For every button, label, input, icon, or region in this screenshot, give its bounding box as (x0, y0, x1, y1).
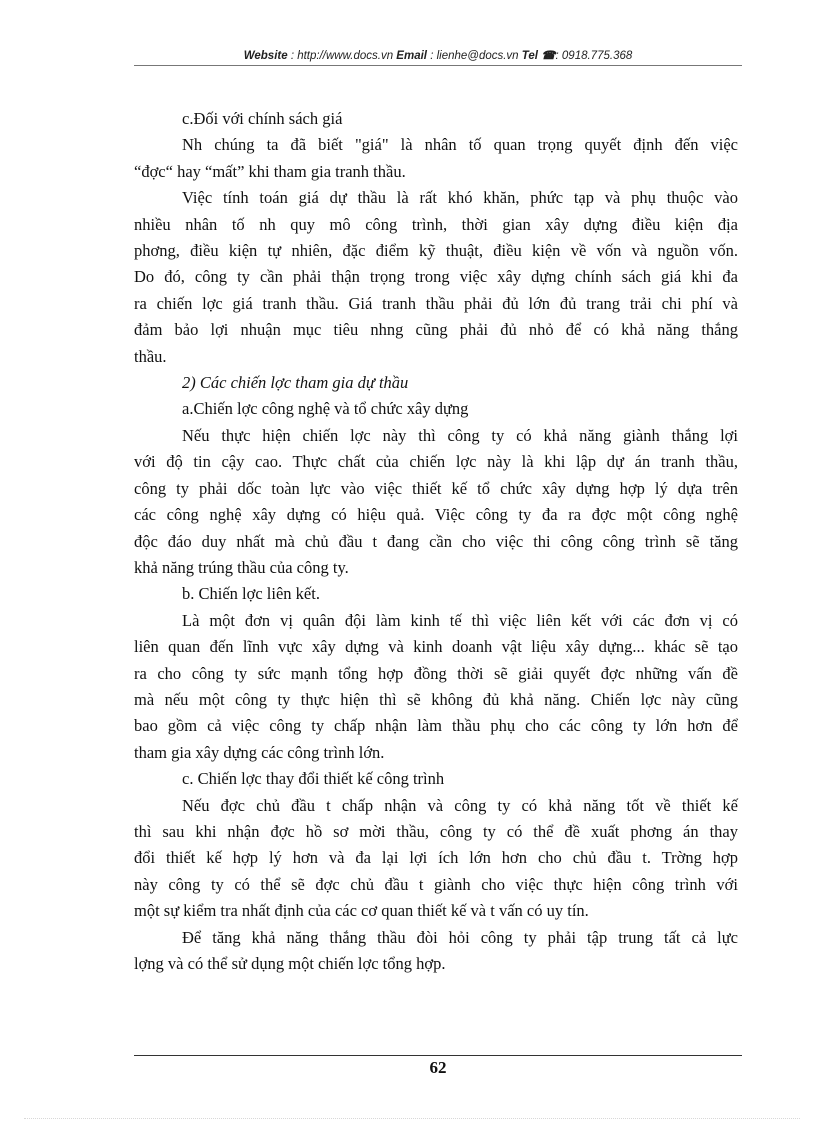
page-number: 62 (429, 1058, 447, 1077)
subheading-technology-strategy: a.Chiến lợc công nghệ và tổ chức xây dựng (182, 399, 469, 419)
paragraph-line: đổi thiết kế hợp lý hơn và đa lại lợi ích lớn hơn cho chủ đầu t. Trờng hợp (134, 848, 738, 868)
tel-label: Tel (521, 50, 538, 62)
document-body (134, 106, 738, 977)
paragraph-line: một sự kiểm tra nhất định của các cơ quan thiết kế và t vấn có uy tín. (134, 901, 589, 921)
paragraph-line: Do đó, công ty cần phải thận trọng trong việc xây dựng chính sách giá khi đa (134, 267, 738, 287)
paragraph-line: phơng, điều kiện tự nhiên, đặc điểm kỹ thuật, điều kiện về vốn và nguồn vốn. (134, 241, 738, 261)
paragraph-line: Để tăng khả năng thắng thầu đòi hỏi công ty phải tập trung tất cả lực (182, 927, 738, 947)
paragraph-line: Việc tính toán giá dự thầu là rất khó khăn, phức tạp và phụ thuộc vào (182, 188, 738, 208)
section-heading-strategies: 2) Các chiến lợc tham gia dự thầu (182, 373, 409, 393)
subheading-alliance-strategy: b. Chiến lợc liên kết. (182, 584, 320, 604)
paragraph-line: Nh chúng ta đã biết "giá" là nhân tố quan trọng quyết định đến việc (182, 135, 738, 155)
paragraph-line: ra chiến lợc giá tranh thầu. Giá tranh thầu phải đủ lớn đủ trang trải chi phí và (134, 293, 738, 313)
paragraph-line: đảm bảo lợi nhuận mục tiêu nhng cũng phải đủ nhỏ để có khả năng thắng (134, 320, 738, 340)
header-divider (134, 65, 742, 66)
paragraph-line: lợng và có thể sử dụng một chiến lợc tổng hợp. (134, 954, 446, 973)
paragraph-line: này công ty có thể sẽ đợc chủ đầu t giành cho việc thực hiện công trình với (134, 874, 738, 894)
paragraph-line: các công nghệ xây dựng có hiệu quả. Việc công ty đa ra đợc một công nghệ (134, 505, 738, 525)
paragraph-line: liên quan đến lĩnh vực xây dựng và kinh doanh vật liệu xây dựng... khác sẽ tạo (134, 637, 738, 657)
tel-value: : 0918.775.368 (555, 50, 633, 62)
paragraph-line: tham gia xây dựng các công trình lớn. (134, 742, 385, 762)
paragraph-line: Nếu thực hiện chiến lợc này thì công ty có khả năng giành thắng lợi (182, 425, 738, 445)
website-label: Website (243, 50, 288, 62)
paragraph-line: “đợc“ hay “mất” khi tham gia tranh thầu. (134, 161, 406, 181)
paragraph-line: mà nếu một công ty thực hiện thì sẽ không đủ khả năng. Chiến lợc này cũng (134, 689, 738, 709)
paragraph-line: bao gồm cả việc công ty chấp nhận làm thầu phụ cho các công ty lớn hơn để (134, 716, 738, 736)
paragraph-line: độc đáo duy nhất mà chủ đầu t đang cần cho việc thi công công trình sẽ tăng (134, 531, 738, 551)
paragraph-line: thì sau khi nhận đợc hồ sơ mời thầu, công ty có thể đề xuất phơng án thay (134, 821, 738, 841)
email-value: : lienhe@docs.vn (430, 50, 519, 62)
paragraph-line: thầu. (134, 346, 167, 366)
paragraph-line: Nếu đợc chủ đầu t chấp nhận và công ty có khả năng tốt về thiết kế (182, 795, 738, 815)
paragraph-line: nhiều nhân tố nh quy mô công trình, thời gian xây dựng điều kiện địa (134, 214, 738, 234)
subheading-design-change-strategy: c. Chiến lợc thay đổi thiết kế công trình (182, 769, 445, 789)
page-header (134, 48, 742, 62)
email-label: Email (396, 50, 427, 62)
page-bottom-border (24, 1118, 800, 1119)
paragraph-line: khả năng trúng thầu của công ty. (134, 557, 349, 577)
footer-divider (134, 1055, 742, 1056)
website-value: : http://www.docs.vn (290, 50, 394, 62)
paragraph-line: Là một đơn vị quân đội làm kinh tế thì việc liên kết với các đơn vị có (182, 610, 738, 630)
phone-icon: ☎ (541, 50, 556, 62)
section-heading-price-policy: c.Đối với chính sách giá (182, 109, 343, 128)
paragraph-line: công ty phải dốc toàn lực vào việc thiết kế tổ chức xây dựng hợp lý dựa trên (134, 478, 738, 498)
paragraph-line: với độ tin cậy cao. Thực chất của chiến lợc này là khi lập dự án tranh thầu, (134, 452, 738, 472)
paragraph-line: ra cho công ty sức mạnh tổng hợp đồng thời sẽ giải quyết đợc những vấn đề (134, 663, 738, 683)
